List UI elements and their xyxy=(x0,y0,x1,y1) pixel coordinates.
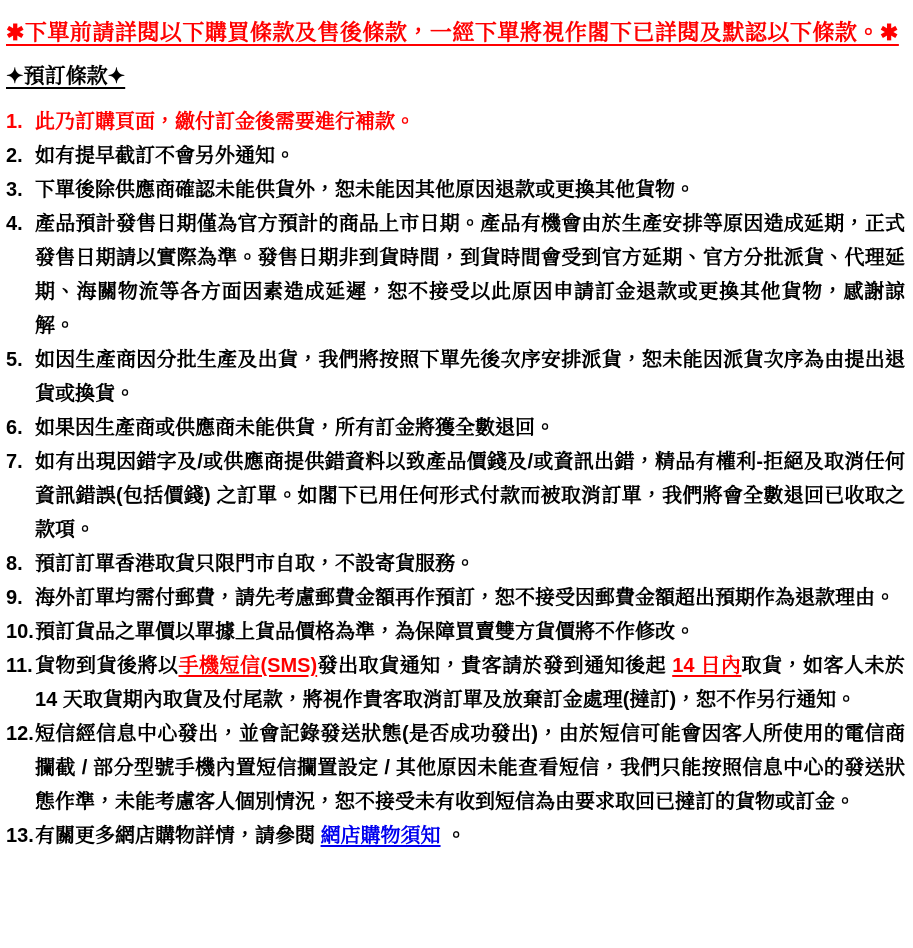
term-text xyxy=(35,417,555,439)
term-text-segment: 產品預計發售日期僅為官方預計的商品上市日期。產品有機會由於生產安排等原因造成延期，正式發售日期請以實際為準。發售日期非到貨時間，到貨時間會受到官方延期、官方分批派貨、代理延期、海關物流等各方面因素造成延遲，恕不接受以此原因申請訂金退款或更換其他貨物，感謝諒解。 xyxy=(35,213,905,337)
term-text xyxy=(35,349,905,405)
term-number: 3. xyxy=(6,179,23,201)
term-number: 13. xyxy=(6,825,34,847)
term-text xyxy=(35,111,415,133)
term-text-segment: 此乃訂購頁面，繳付訂金後需要進行補款。 xyxy=(35,111,415,133)
term-text xyxy=(35,621,695,643)
term-text xyxy=(35,179,695,201)
term-item-3 xyxy=(6,173,905,207)
section-title-preorder-terms: ✦預訂條款✦ xyxy=(6,65,126,88)
term-text-segment: 取貨，如客人未於 14 天取貨期內取貨及付尾款，將視作貴客取消訂單及放棄訂金處理(撻訂)，恕不作另行通知。 xyxy=(35,655,906,711)
term-item-8 xyxy=(6,547,905,581)
term-item-6 xyxy=(6,411,905,445)
term-text-segment: 。 xyxy=(440,825,467,847)
term-text-segment: 如因生產商因分批生產及出貨，我們將按照下單先後次序安排派貨，恕未能因派貨次序為由提出退貨或換貨。 xyxy=(35,349,905,405)
term-item-7 xyxy=(6,445,905,547)
term-number: 1. xyxy=(6,111,23,133)
term-item-13 xyxy=(6,819,905,853)
term-text-segment: 下單後除供應商確認未能供貨外，恕未能因其他原因退款或更換其他貨物。 xyxy=(35,179,695,201)
term-text xyxy=(35,145,295,167)
term-number: 11. xyxy=(6,655,33,677)
term-text-segment: 海外訂單均需付郵費，請先考慮郵費金額再作預訂，恕不接受因郵費金額超出預期作為退款理由。 xyxy=(35,587,895,609)
term-item-11 xyxy=(6,649,905,717)
term-item-10 xyxy=(6,615,905,649)
term-text-segment: 短信經信息中心發出，並會記錄發送狀態(是否成功發出)，由於短信可能會因客人所使用的電信商攔截 / 部分型號手機內置短信攔置設定 / 其他原因未能查看短信，我們只能按照信息中心的發送狀態作準，未能考慮客人個別情況，恕不接受未有收到短信為由要求取回已撻訂的貨物或訂金。 xyxy=(35,723,905,813)
section-title-row xyxy=(6,62,905,105)
term-text-segment: 貨物到貨後將以 xyxy=(35,655,179,677)
term-text-segment: 預訂貨品之單價以單據上貨品價格為準，為保障買賣雙方貨價將不作修改。 xyxy=(35,621,695,643)
term-number: 9. xyxy=(6,587,23,609)
term-item-1 xyxy=(6,105,905,139)
page-header-warning: ✱下單前請詳閱以下購買條款及售後條款，一經下單將視作閣下已詳閱及默認以下條款。✱ xyxy=(6,20,899,45)
term-item-9 xyxy=(6,581,905,615)
term-text xyxy=(35,553,475,575)
term-text xyxy=(35,655,905,711)
term-text xyxy=(35,587,895,609)
term-text-segment: 預訂訂單香港取貨只限門市自取，不設寄貨服務。 xyxy=(35,553,475,575)
term-number: 6. xyxy=(6,417,23,439)
term-text-segment: 如有提早截訂不會另外通知。 xyxy=(35,145,295,167)
term-number: 4. xyxy=(6,213,23,235)
term-number: 12. xyxy=(6,723,34,745)
term-text-segment: 發出取貨通知，貴客請於發到通知後起 xyxy=(317,655,673,677)
term-item-12 xyxy=(6,717,905,819)
term-text xyxy=(35,723,905,813)
terms-list xyxy=(6,105,905,853)
term-number: 7. xyxy=(6,451,23,473)
term-text-segment: 如果因生產商或供應商未能供貨，所有訂金將獲全數退回。 xyxy=(35,417,555,439)
term-item-5 xyxy=(6,343,905,411)
term-number: 10. xyxy=(6,621,34,643)
term-text xyxy=(35,213,905,337)
pickup-deadline-highlight: 14 日內 xyxy=(672,655,742,677)
term-text-segment: 如有出現因錯字及/或供應商提供錯資料以致產品價錢及/或資訊出錯，精品有權利-拒絕及取消任何資訊錯誤(包括價錢) 之訂單。如閣下已用任何形式付款而被取消訂單，我們將會全數退回已收取之款項。 xyxy=(35,451,905,541)
term-text xyxy=(35,451,905,541)
term-item-2 xyxy=(6,139,905,173)
term-item-4 xyxy=(6,207,905,343)
term-text xyxy=(35,825,466,847)
term-text-segment: 有關更多網店購物詳情，請參閱 xyxy=(35,825,321,847)
store-shopping-notice-link[interactable]: 網店購物須知 xyxy=(320,825,441,847)
term-number: 2. xyxy=(6,145,23,167)
term-number: 8. xyxy=(6,553,23,575)
term-number: 5. xyxy=(6,349,23,371)
sms-notice-highlight: 手機短信(SMS) xyxy=(178,655,318,677)
